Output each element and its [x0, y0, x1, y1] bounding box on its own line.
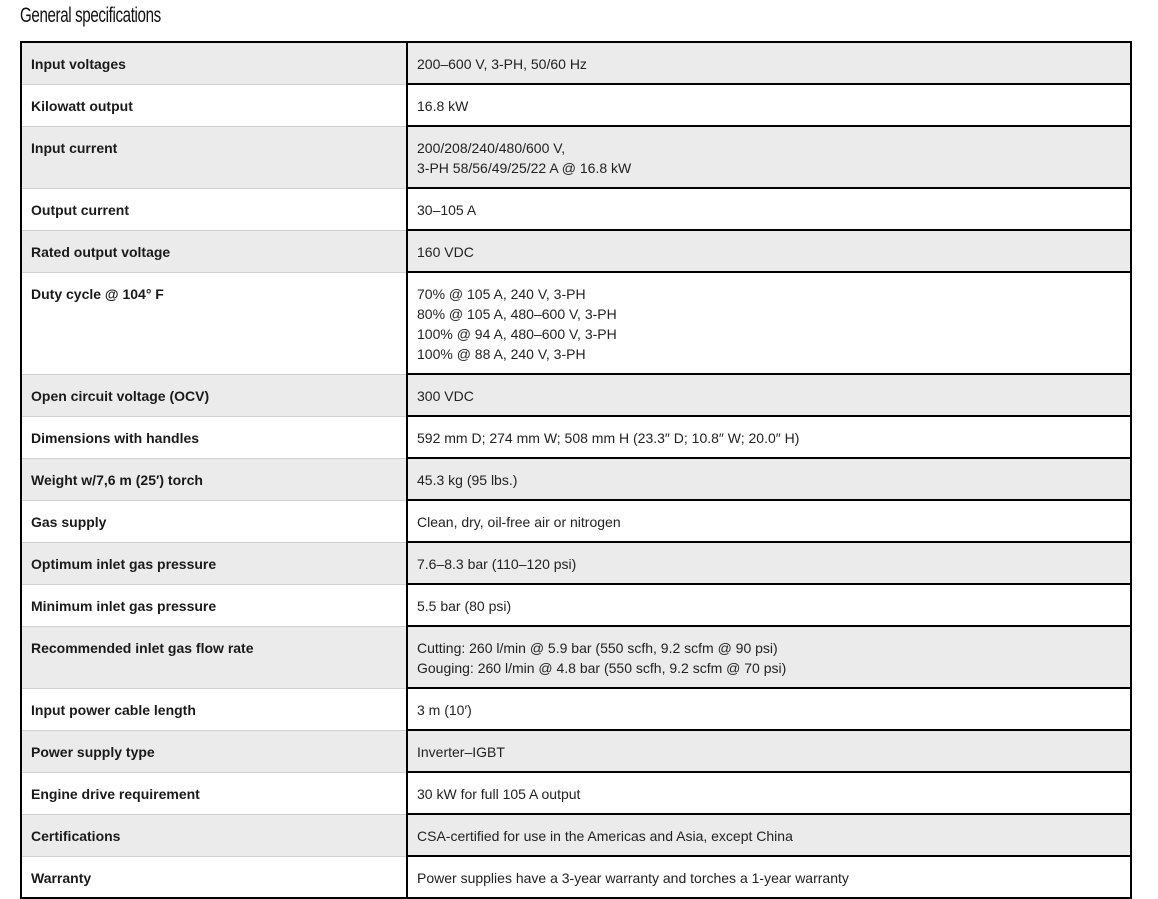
spec-label: Minimum inlet gas pressure: [21, 584, 407, 626]
table-row: [21, 814, 1131, 856]
spec-value: [407, 188, 1131, 230]
spec-value-line: 30 kW for full 105 A output: [417, 786, 581, 802]
spec-value: [407, 584, 1131, 626]
spec-label: Dimensions with handles: [21, 416, 407, 458]
spec-value: [407, 374, 1131, 416]
spec-value: [407, 458, 1131, 500]
spec-value-line: Gouging: 260 l/min @ 4.8 bar (550 scfh, 9.2 scfm @ 70 psi): [417, 660, 787, 676]
spec-value-line: 5.5 bar (80 psi): [417, 598, 512, 614]
table-row: [21, 416, 1131, 458]
table-row: [21, 542, 1131, 584]
spec-value-line: 80% @ 105 A, 480–600 V, 3-PH: [417, 306, 617, 322]
spec-label: Engine drive requirement: [21, 772, 407, 814]
spec-value-line: Power supplies have a 3-year warranty and torches a 1-year warranty: [417, 870, 849, 886]
spec-label: Optimum inlet gas pressure: [21, 542, 407, 584]
table-row: [21, 688, 1131, 730]
spec-value: [407, 856, 1131, 898]
table-row: [21, 188, 1131, 230]
specifications-table-body: [21, 42, 1131, 898]
spec-value-line: 592 mm D; 274 mm W; 508 mm H (23.3″ D; 10.8″ W; 20.0″ H): [417, 430, 800, 446]
spec-value: [407, 730, 1131, 772]
spec-value-line: 200–600 V, 3-PH, 50/60 Hz: [417, 56, 587, 72]
spec-label: Weight w/7,6 m (25′) torch: [21, 458, 407, 500]
table-row: [21, 626, 1131, 688]
spec-value: [407, 416, 1131, 458]
spec-value: [407, 126, 1131, 188]
spec-value-line: 3 m (10′): [417, 702, 472, 718]
spec-value-line: 100% @ 94 A, 480–600 V, 3-PH: [417, 326, 617, 342]
spec-label: Recommended inlet gas flow rate: [21, 626, 407, 688]
spec-value: [407, 772, 1131, 814]
spec-label: Gas supply: [21, 500, 407, 542]
table-row: [21, 500, 1131, 542]
spec-value-line: 3-PH 58/56/49/25/22 A @ 16.8 kW: [417, 160, 632, 176]
spec-value-line: 200/208/240/480/600 V,: [417, 140, 566, 156]
page-title: General specifications: [20, 4, 161, 27]
table-row: [21, 126, 1131, 188]
spec-label: Warranty: [21, 856, 407, 898]
spec-value: [407, 542, 1131, 584]
spec-value: [407, 230, 1131, 272]
table-row: [21, 730, 1131, 772]
spec-value-line: 300 VDC: [417, 388, 474, 404]
table-row: [21, 772, 1131, 814]
spec-value-line: 16.8 kW: [417, 98, 469, 114]
spec-label: Input current: [21, 126, 407, 188]
table-row: [21, 230, 1131, 272]
spec-value: [407, 688, 1131, 730]
spec-value-line: 70% @ 105 A, 240 V, 3-PH: [417, 286, 586, 302]
spec-value: [407, 626, 1131, 688]
spec-label: Input power cable length: [21, 688, 407, 730]
specifications-table: [20, 41, 1132, 899]
spec-label: Open circuit voltage (OCV): [21, 374, 407, 416]
spec-label: Rated output voltage: [21, 230, 407, 272]
spec-value-line: 7.6–8.3 bar (110–120 psi): [417, 556, 577, 572]
table-row: [21, 584, 1131, 626]
spec-value-line: 160 VDC: [417, 244, 474, 260]
table-row: [21, 84, 1131, 126]
spec-value: [407, 42, 1131, 84]
spec-label: Certifications: [21, 814, 407, 856]
spec-value: [407, 814, 1131, 856]
table-row: [21, 42, 1131, 84]
spec-value-line: 100% @ 88 A, 240 V, 3-PH: [417, 346, 586, 362]
spec-label: Input voltages: [21, 42, 407, 84]
spec-value-line: 30–105 A: [417, 202, 477, 218]
spec-label: Duty cycle @ 104° F: [21, 272, 407, 374]
spec-value-line: 45.3 kg (95 lbs.): [417, 472, 518, 488]
spec-value: [407, 272, 1131, 374]
spec-label: Kilowatt output: [21, 84, 407, 126]
spec-label: Power supply type: [21, 730, 407, 772]
spec-value: [407, 500, 1131, 542]
spec-value: [407, 84, 1131, 126]
spec-value-line: Cutting: 260 l/min @ 5.9 bar (550 scfh, 9.2 scfm @ 90 psi): [417, 640, 778, 656]
spec-value-line: Inverter–IGBT: [417, 744, 505, 760]
table-row: [21, 856, 1131, 898]
table-row: [21, 374, 1131, 416]
spec-value-line: CSA-certified for use in the Americas and Asia, except China: [417, 828, 793, 844]
spec-value-line: Clean, dry, oil-free air or nitrogen: [417, 514, 621, 530]
spec-label: Output current: [21, 188, 407, 230]
table-row: [21, 272, 1131, 374]
table-row: [21, 458, 1131, 500]
